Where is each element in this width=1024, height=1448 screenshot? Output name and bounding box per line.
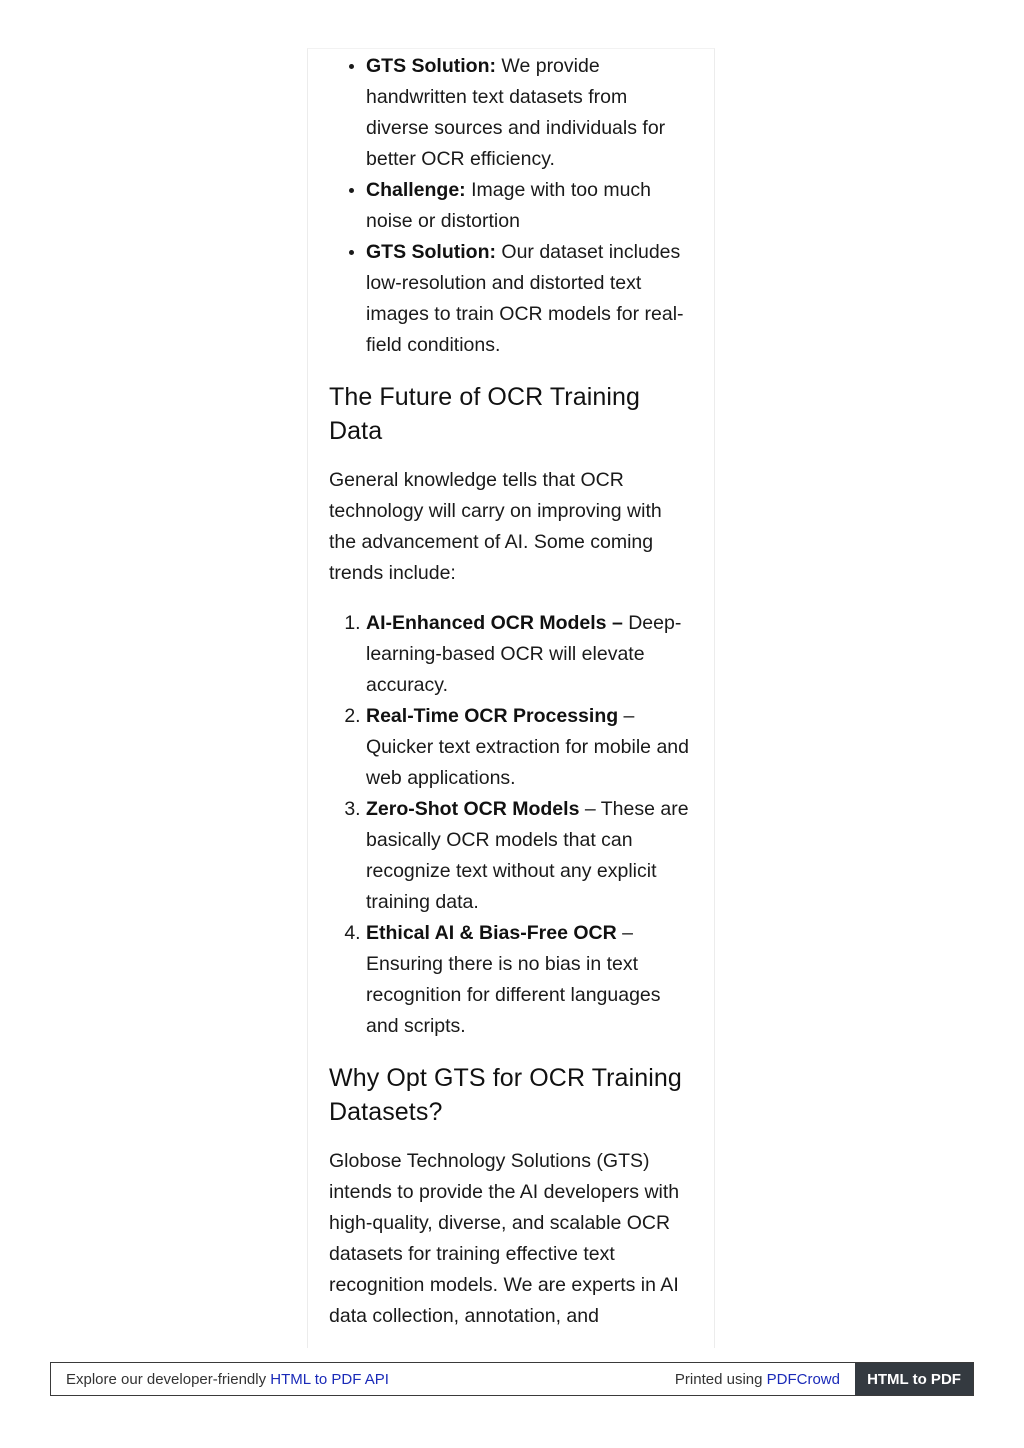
html-to-pdf-button[interactable]: HTML to PDF bbox=[855, 1363, 973, 1395]
pdfcrowd-link[interactable]: PDFCrowd bbox=[766, 1370, 840, 1388]
item-label: GTS Solution: bbox=[366, 55, 496, 77]
item-text: – Quicker text extraction for mobile and web applications. bbox=[366, 705, 689, 789]
list-item bbox=[366, 701, 693, 794]
item-text: Image with too much noise or distortion bbox=[366, 179, 652, 232]
list-item bbox=[366, 918, 693, 1042]
item-text: Our dataset includes low-resolution and distorted text images to train OCR models for real-field conditions. bbox=[366, 241, 684, 356]
section-heading-future: The Future of OCR Training Data bbox=[329, 383, 641, 445]
future-intro-paragraph: General knowledge tells that OCR technology will carry on improving with the advancement of AI. Some coming trends include: bbox=[329, 469, 662, 584]
list-item bbox=[366, 237, 693, 361]
footer-promo bbox=[51, 1371, 675, 1388]
item-text: We provide handwritten text datasets from diverse sources and individuals for better OCR efficiency. bbox=[366, 55, 666, 170]
section-heading-why: Why Opt GTS for OCR Training Datasets? bbox=[329, 1064, 682, 1126]
item-label: AI-Enhanced OCR Models – bbox=[366, 612, 623, 634]
item-label: Challenge: bbox=[366, 179, 466, 201]
why-body-paragraph: Globose Technology Solutions (GTS) intends to provide the AI developers with high-quality, diverse, and scalable OCR datasets for training effective text recognition models. We are experts in AI data collection, annotation, and bbox=[329, 1150, 680, 1327]
item-text: Deep-learning-based OCR will elevate accuracy. bbox=[366, 612, 682, 696]
item-text: – These are basically OCR models that can recognize text without any explicit training data. bbox=[366, 798, 689, 913]
challenge-solution-list bbox=[329, 51, 693, 361]
item-label: GTS Solution: bbox=[366, 241, 496, 263]
footer-printed-by bbox=[675, 1371, 855, 1388]
item-text: – Ensuring there is no bias in text recognition for different languages and scripts. bbox=[366, 922, 661, 1037]
list-item bbox=[366, 608, 693, 701]
pdfcrowd-footer-bar bbox=[50, 1362, 974, 1396]
trends-list bbox=[329, 608, 693, 1042]
list-item bbox=[366, 794, 693, 918]
item-label: Ethical AI & Bias-Free OCR bbox=[366, 922, 617, 944]
footer-printed-text: Printed using bbox=[674, 1370, 767, 1388]
footer-promo-text: Explore our developer-friendly bbox=[66, 1370, 271, 1388]
item-label: Zero-Shot OCR Models bbox=[366, 798, 580, 820]
list-item bbox=[366, 175, 693, 237]
list-item bbox=[366, 51, 693, 175]
item-label: Real-Time OCR Processing bbox=[366, 705, 619, 727]
article-column bbox=[307, 48, 715, 1348]
html-to-pdf-api-link[interactable]: HTML to PDF API bbox=[270, 1370, 389, 1388]
